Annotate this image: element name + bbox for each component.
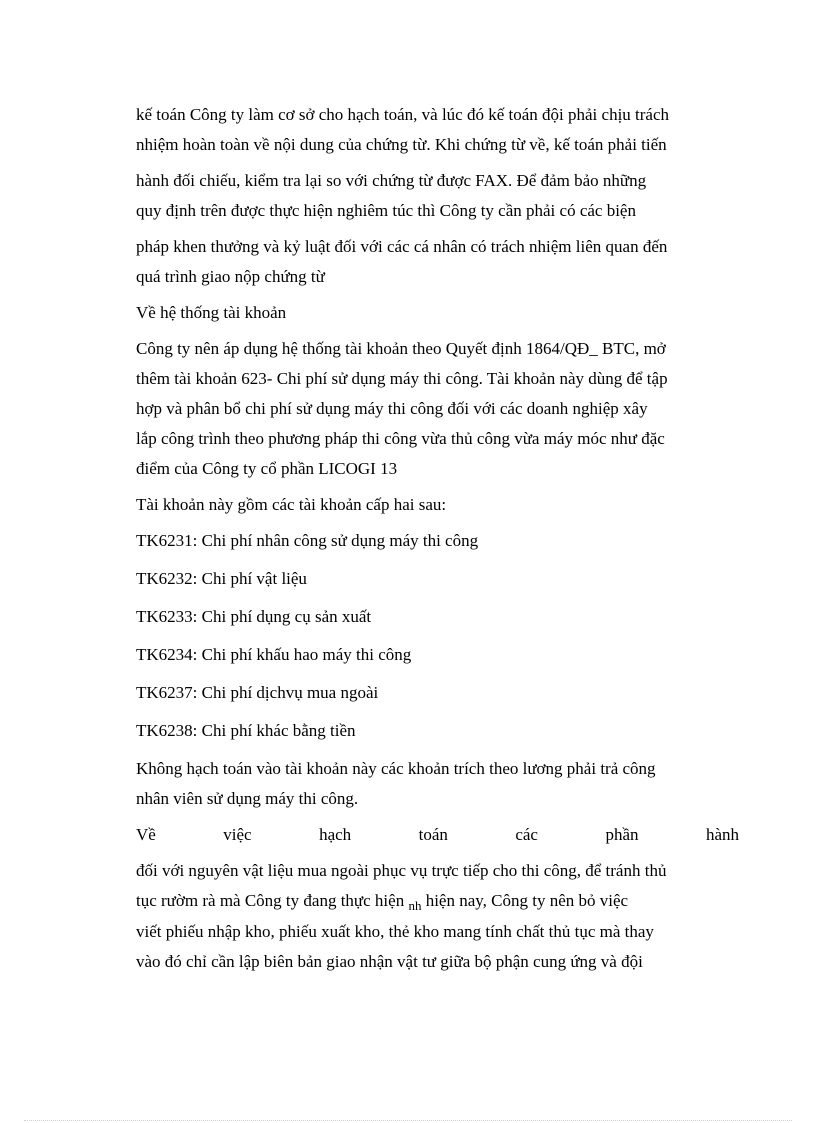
text-line: Công ty nên áp dụng hệ thống tài khoản theo Quyết định 1864/QĐ_ BTC, mở	[136, 339, 666, 358]
text-line: quá trình giao nộp chứng từ	[136, 267, 325, 286]
account-code: TK6233:	[136, 607, 198, 626]
text-line: vào đó chỉ cần lập biên bản giao nhận vật tư giữa bộ phận cung ứng và đội	[136, 952, 643, 971]
text-fragment: tục rườm rà mà Công ty đang thực hiện	[136, 891, 405, 910]
account-code: TK6237:	[136, 683, 198, 702]
text-line: điểm của Công ty cổ phần LICOGI 13	[136, 459, 398, 478]
section-heading-accounting	[136, 820, 739, 850]
text-line: nhân viên sử dụng máy thi công.	[136, 789, 359, 808]
page-bottom-divider	[24, 1120, 792, 1121]
heading-word: hạch	[319, 825, 352, 844]
heading-word: toán	[418, 825, 448, 844]
text-line: pháp khen thưởng và kỷ luật đối với các cá nhân có trách nhiệm liên quan đến	[136, 237, 668, 256]
list-item	[136, 678, 739, 708]
account-name: Chi phí dịchvụ mua ngoài	[201, 683, 379, 702]
text-line: hợp và phân bổ chi phí sử dụng máy thi công đối với các doanh nghiệp xây	[136, 399, 648, 418]
text-line: quy định trên được thực hiện nghiêm túc thì Công ty cần phải có các biện	[136, 201, 636, 220]
heading-word: phần	[605, 825, 639, 844]
account-name: Chi phí nhân công sử dụng máy thi công	[201, 531, 479, 550]
text-line: Không hạch toán vào tài khoản này các khoản trích theo lương phải trả công	[136, 759, 656, 778]
heading-word: việc	[223, 825, 252, 844]
text-line: hành đối chiếu, kiểm tra lại so với chứng từ được FAX. Để đảm bảo những	[136, 171, 647, 190]
text-line: nhiệm hoàn toàn về nội dung của chứng từ. Khi chứng từ về, kế toán phải tiến	[136, 135, 667, 154]
heading-word: hành	[705, 825, 739, 844]
account-name: Chi phí dụng cụ sản xuất	[201, 607, 372, 626]
list-item	[136, 526, 739, 556]
text-fragment-small: nh	[408, 898, 422, 913]
text-line: kế toán Công ty làm cơ sở cho hạch toán, và lúc đó kế toán đội phải chịu trách	[136, 105, 670, 124]
list-item	[136, 640, 739, 670]
heading-word: Về	[136, 825, 156, 844]
subaccounts-intro: Tài khoản này gồm các tài khoản cấp hai sau:	[136, 495, 447, 514]
text-fragment: hiện nay, Công ty nên bỏ việc	[425, 891, 629, 910]
list-item	[136, 602, 739, 632]
account-code: TK6238:	[136, 721, 198, 740]
paragraph-account-system	[136, 334, 739, 484]
account-code: TK6231:	[136, 531, 198, 550]
list-item	[136, 716, 739, 746]
paragraph-no-accounting	[136, 754, 739, 814]
account-name: Chi phí vật liệu	[201, 569, 307, 588]
subaccount-list	[136, 526, 739, 746]
account-code: TK6232:	[136, 569, 198, 588]
section-heading-accounts: Về hệ thống tài khoản	[136, 303, 287, 322]
paragraph-documents-responsibility	[136, 100, 739, 292]
text-line: viết phiếu nhập kho, phiếu xuất kho, thẻ kho mang tính chất thủ tục mà thay	[136, 922, 654, 941]
text-line: đối với nguyên vật liệu mua ngoài phục vụ trực tiếp cho thi công, để tránh thủ	[136, 861, 667, 880]
text-line: lắp công trình theo phương pháp thi công vừa thủ công vừa máy móc như đặc	[136, 429, 665, 448]
account-name: Chi phí khấu hao máy thi công	[201, 645, 412, 664]
heading-word: các	[515, 825, 538, 844]
account-code: TK6234:	[136, 645, 198, 664]
text-line: thêm tài khoản 623- Chi phí sử dụng máy thi công. Tài khoản này dùng để tập	[136, 369, 668, 388]
account-name: Chi phí khác bằng tiền	[201, 721, 356, 740]
paragraph-materials	[136, 856, 739, 977]
text-line	[136, 886, 739, 917]
list-item	[136, 564, 739, 594]
page-content	[136, 100, 739, 977]
